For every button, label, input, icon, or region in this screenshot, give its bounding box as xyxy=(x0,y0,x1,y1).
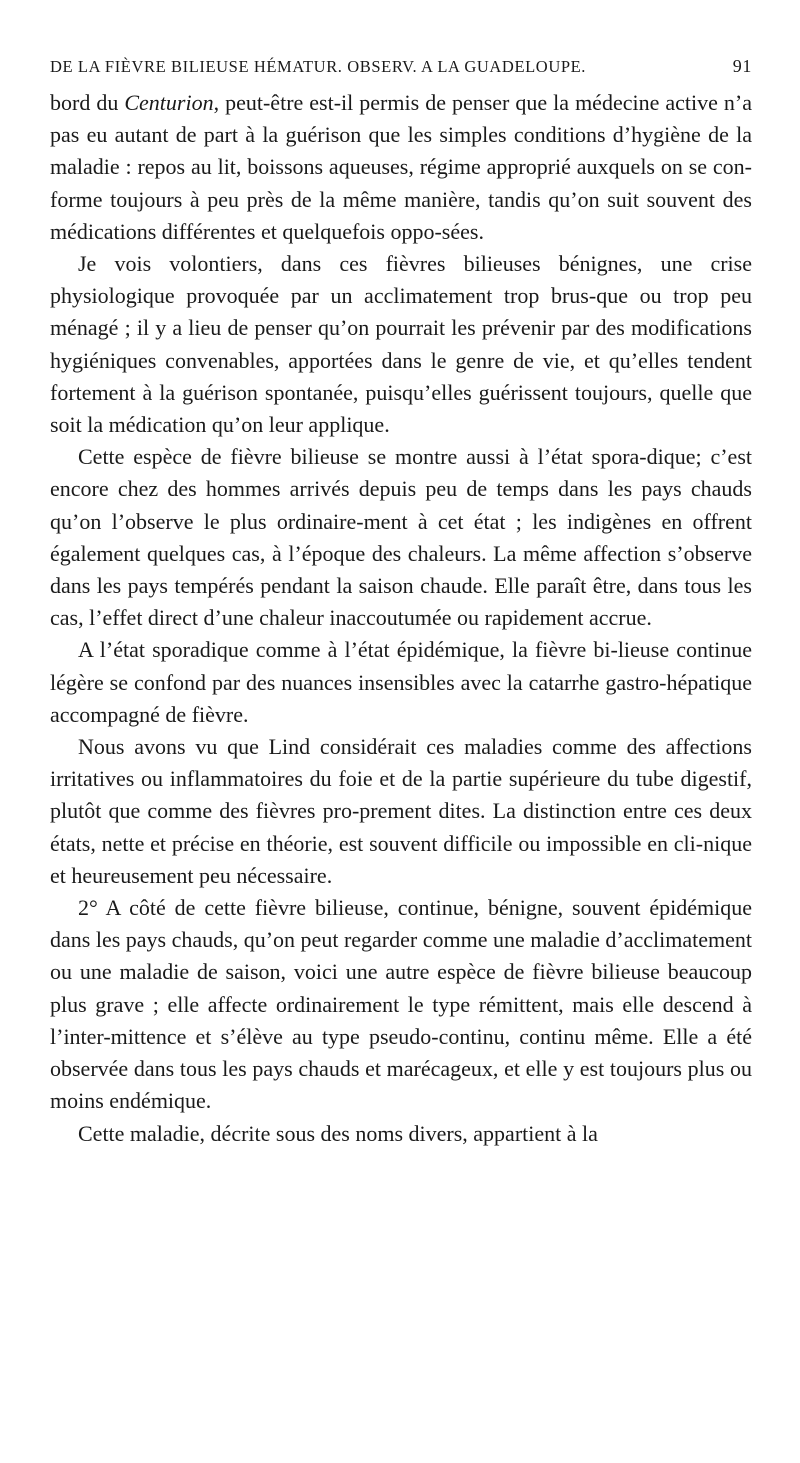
paragraph-1 xyxy=(50,87,752,248)
body-text xyxy=(50,87,752,1150)
page-number: 91 xyxy=(732,56,752,76)
paragraph-1-text: , peut-être est-il permis de penser que la médecine active n’a pas eu autant de part à la guérison que les simples conditions d’hygiène de la maladie : repos au lit, boissons aqueuses, régime approprié auxquels on se con-forme toujours à peu près de la même manière, tandis qu’on suit souvent des médications différentes et quelquefois oppo-sées. xyxy=(50,90,752,244)
book-page xyxy=(50,56,752,1150)
ship-name: Centurion xyxy=(124,90,214,115)
paragraph-2: Je vois volontiers, dans ces fièvres bilieuses bénignes, une crise physiologique provoquée par un acclimatement trop brus-que ou trop peu ménagé ; il y a lieu de penser qu’on pourrait les prévenir par des modifications hygiéniques convenables, apportées dans le genre de vie, et qu’elles tendent fortement à la guérison spontanée, puisqu’elles guérissent toujours, quelle que soit la médication qu’on leur applique. xyxy=(50,251,752,438)
paragraph-5: Nous avons vu que Lind considérait ces maladies comme des affections irritatives ou inflammatoires du foie et de la partie supérieure du tube digestif, plutôt que comme des fièvres pro-prement dites. La distinction entre ces deux états, nette et précise en théorie, est souvent difficile ou impossible en cli-nique et heureusement peu nécessaire. xyxy=(50,734,752,888)
paragraph-6: 2° A côté de cette fièvre bilieuse, continue, bénigne, souvent épidémique dans les pays chauds, qu’on peut regarder comme une maladie d’acclimatement ou une maladie de saison, voici une autre espèce de fièvre bilieuse beaucoup plus grave ; elle affecte ordinairement le type rémittent, mais elle descend à l’inter-mittence et s’élève au type pseudo-continu, continu même. Elle a été observée dans tous les pays chauds et marécageux, et elle y est toujours plus ou moins endémique. xyxy=(50,895,752,1114)
paragraph-4: A l’état sporadique comme à l’état épidémique, la fièvre bi-lieuse continue légère se confond par des nuances insensibles avec la catarrhe gastro-hépatique accompagné de fièvre. xyxy=(50,637,752,727)
paragraph-3: Cette espèce de fièvre bilieuse se montre aussi à l’état spora-dique; c’est encore chez des hommes arrivés depuis peu de temps dans les pays chauds qu’on l’observe le plus ordinaire-ment à cet état ; les indigènes en offrent également quelques cas, à l’époque des chaleurs. La même affection s’observe dans les pays tempérés pendant la saison chaude. Elle paraît être, dans tous les cas, l’effet direct d’une chaleur inaccoutumée ou rapidement accrue. xyxy=(50,444,752,631)
running-title: DE LA FIÈVRE BILIEUSE HÉMATUR. OBSERV. A LA GUADELOUPE. xyxy=(50,57,587,76)
running-head xyxy=(50,56,752,77)
paragraph-7: Cette maladie, décrite sous des noms divers, appartient à la xyxy=(78,1120,598,1146)
paragraph-1-lead: bord du xyxy=(50,90,125,115)
